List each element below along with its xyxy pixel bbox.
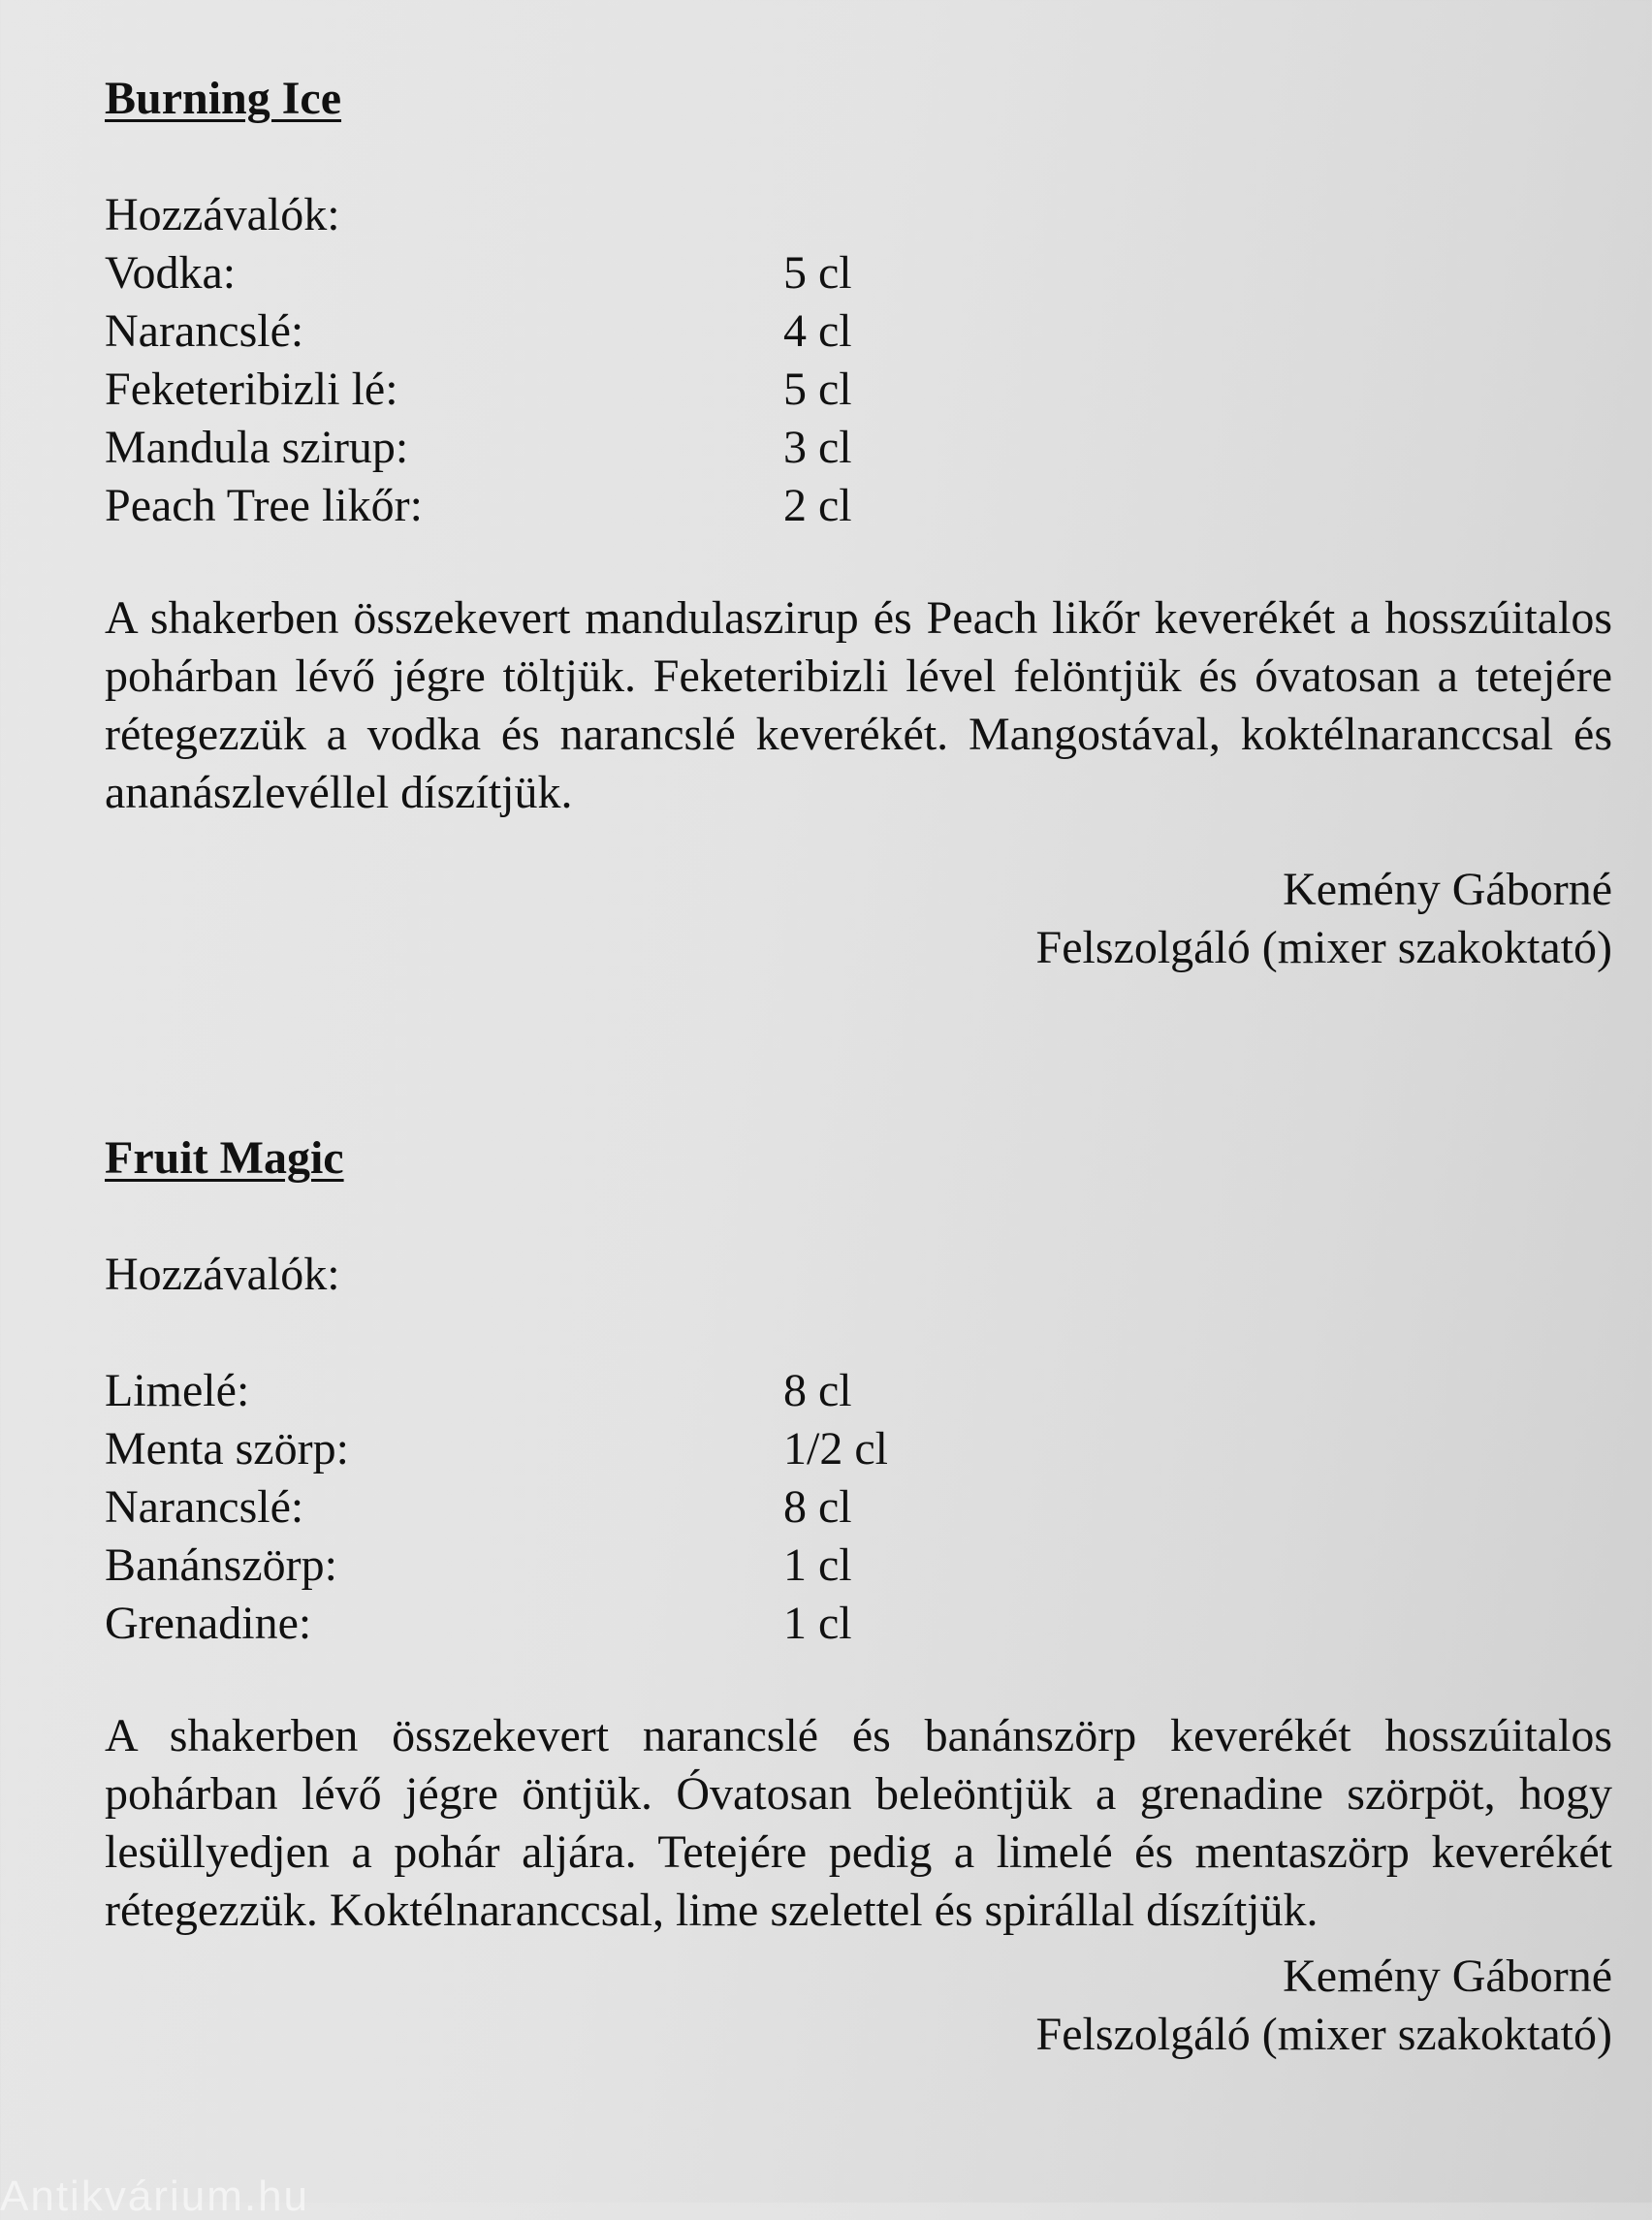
recipe-title: Burning Ice: [105, 73, 342, 124]
ingredients-header: Hozzávalók:: [105, 1249, 340, 1300]
ingredient-name: Grenadine:: [105, 1598, 312, 1649]
ingredient-name: Menta szörp:: [105, 1423, 349, 1475]
ingredient-row: [105, 1537, 1612, 1595]
ingredient-amount: 3 cl: [783, 422, 852, 473]
ingredient-row: [105, 302, 1612, 361]
ingredient-name: Peach Tree likőr:: [105, 480, 423, 531]
recipe-title: Fruit Magic: [105, 1132, 344, 1184]
ingredient-row: [105, 419, 1612, 477]
ingredient-amount: 5 cl: [783, 247, 852, 299]
ingredient-row: [105, 1478, 1612, 1537]
ingredient-list: [105, 244, 1612, 535]
ingredient-amount: 1 cl: [783, 1539, 852, 1591]
ingredient-name: Banánszörp:: [105, 1539, 337, 1591]
ingredient-amount: 8 cl: [783, 1481, 852, 1533]
watermark: Antikvárium.hu: [0, 2172, 310, 2220]
ingredient-row: [105, 1362, 1612, 1420]
ingredient-row: [105, 477, 1612, 535]
ingredient-row: [105, 244, 1612, 302]
ingredient-amount: 5 cl: [783, 364, 852, 415]
ingredient-name: Vodka:: [105, 247, 237, 299]
ingredient-name: Narancslé:: [105, 305, 304, 357]
ingredient-name: Narancslé:: [105, 1481, 304, 1533]
recipe-instructions: A shakerben összekevert narancslé és banánszörp keverékét hosszúitalos pohárban lévő jégre öntjük. Óvatosan beleöntjük a grenadine szörpöt, hogy lesüllyedjen a pohár aljára. Tetejére pedig a limelé és mentaszörp keverékét rétegezzük. Koktélnaranccsal, lime szelettel és spirállal díszítjük.: [105, 1710, 1612, 1936]
ingredient-row: [105, 1595, 1612, 1653]
recipe-fruit-magic: [105, 1129, 1612, 2064]
ingredient-amount: 8 cl: [783, 1365, 852, 1416]
ingredient-name: Limelé:: [105, 1365, 250, 1416]
ingredient-row: [105, 361, 1612, 419]
ingredient-amount: 2 cl: [783, 480, 852, 531]
recipe-burning-ice: [105, 70, 1612, 977]
ingredient-amount: 4 cl: [783, 305, 852, 357]
ingredient-name: Mandula szirup:: [105, 422, 409, 473]
signature-block: [105, 861, 1612, 977]
ingredient-name: Feketeribizli lé:: [105, 364, 398, 415]
ingredient-amount: 1/2 cl: [783, 1423, 888, 1475]
ingredient-row: [105, 1420, 1612, 1478]
author-name: Kemény Gáborné: [1283, 1950, 1612, 2002]
author-name: Kemény Gáborné: [1283, 864, 1612, 915]
author-role: Felszolgáló (mixer szakoktató): [1035, 922, 1612, 973]
signature-block: [105, 1948, 1612, 2064]
ingredient-list: [105, 1362, 1612, 1653]
recipe-instructions: A shakerben összekevert mandulaszirup és Peach likőr keverékét a hosszúitalos pohárban lévő jégre töltjük. Feketeribizli lével felöntjük és óvatosan a tetejére rétegezzük a vodka és narancslé keverékét. Mangostával, koktélnaranccsal és ananászlevéllel díszítjük.: [105, 592, 1612, 818]
author-role: Felszolgáló (mixer szakoktató): [1035, 2009, 1612, 2060]
ingredients-header: Hozzávalók:: [105, 189, 340, 240]
ingredient-amount: 1 cl: [783, 1598, 852, 1649]
